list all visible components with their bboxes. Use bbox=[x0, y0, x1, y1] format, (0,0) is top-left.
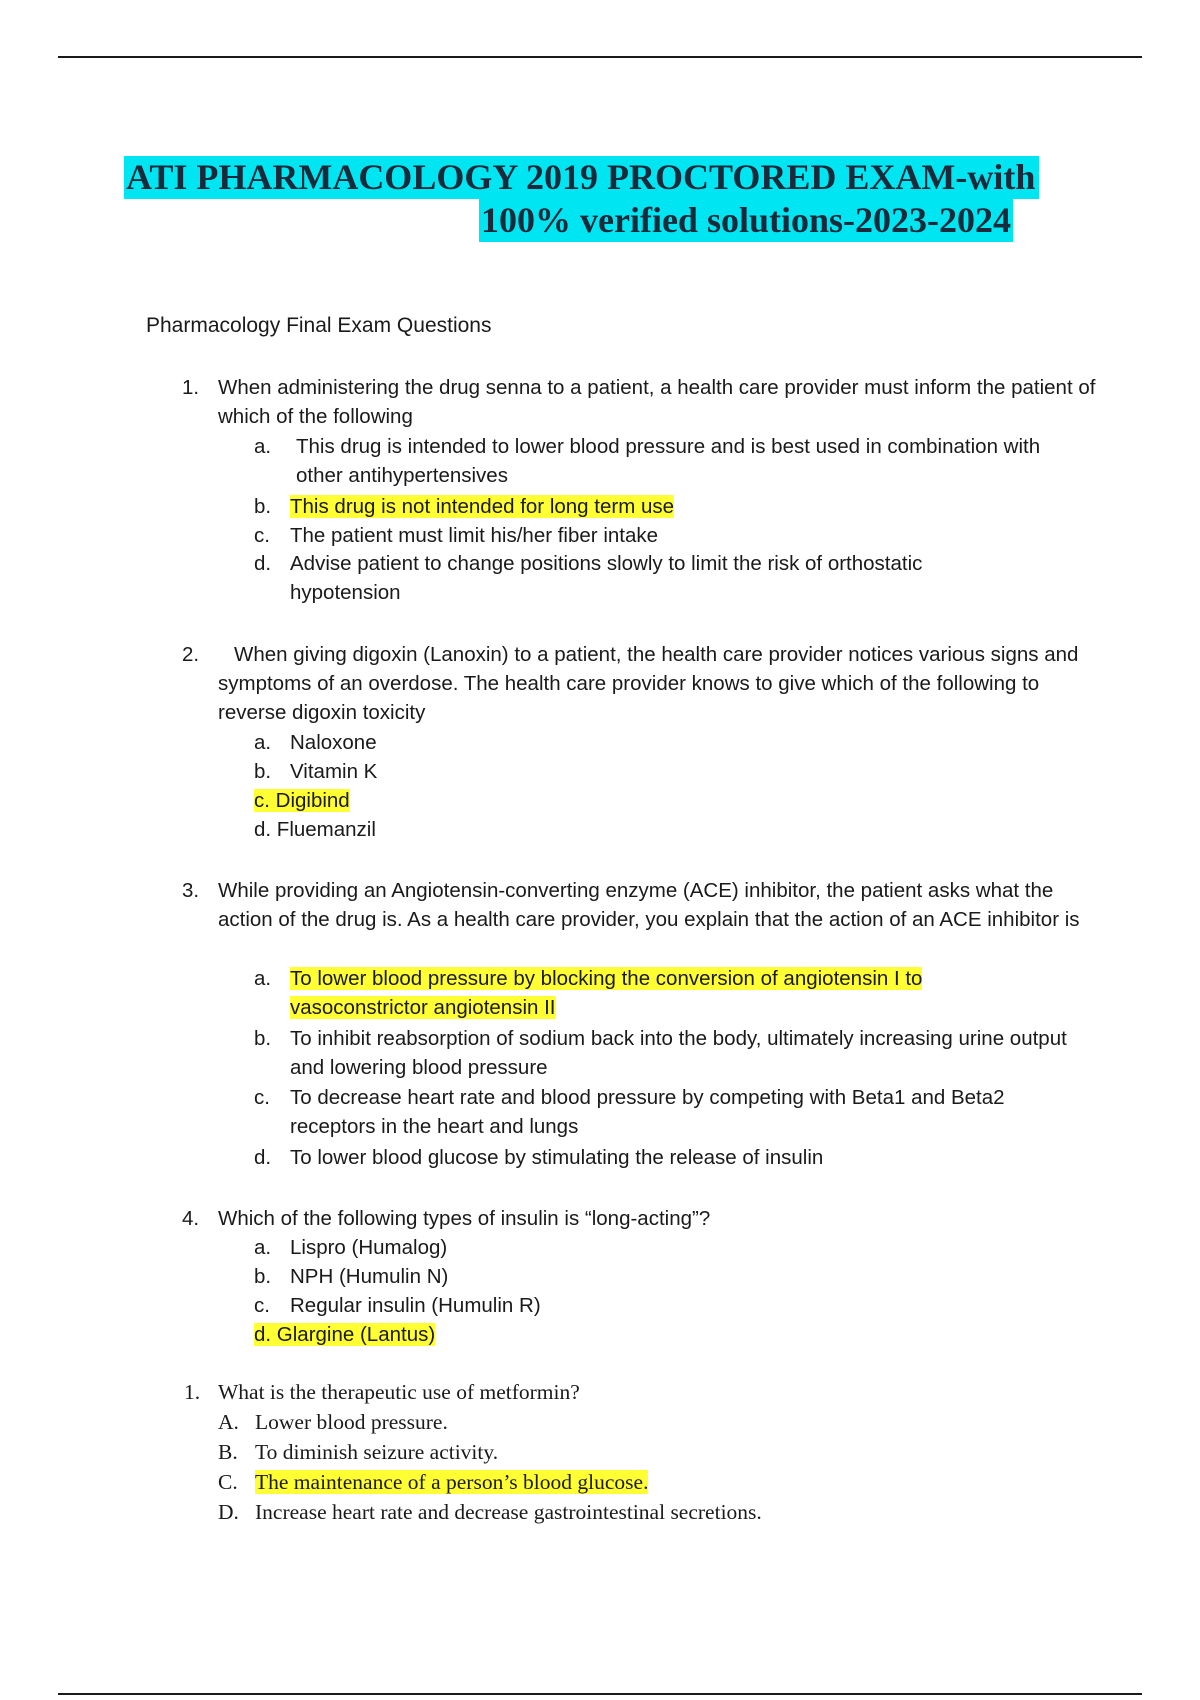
option-text: This drug is intended to lower blood pressure and is best used in combination with other antihypertensives bbox=[296, 435, 1041, 487]
question-number: 3. bbox=[182, 879, 200, 902]
question-number: 2. bbox=[182, 643, 200, 666]
question-number: 1. bbox=[184, 1380, 201, 1404]
option-letter: c. bbox=[254, 1294, 270, 1317]
option-text: The patient must limit his/her fiber intake bbox=[290, 524, 659, 547]
option-text: To decrease heart rate and blood pressure by competing with Beta1 and Beta2 receptors in the heart and lungs bbox=[290, 1086, 1005, 1138]
option-letter: b. bbox=[254, 760, 272, 783]
option-letter: A. bbox=[218, 1410, 239, 1434]
title-line-1: ATI PHARMACOLOGY 2019 PROCTORED EXAM-with bbox=[124, 156, 1039, 199]
option-text: Naloxone bbox=[290, 731, 377, 754]
option-text-correct bbox=[254, 1320, 1054, 1349]
correct-answer-highlight: This drug is not intended for long term use bbox=[290, 495, 675, 518]
option-text-correct bbox=[290, 492, 1090, 521]
option-letter: b. bbox=[254, 495, 272, 518]
correct-answer-highlight: The maintenance of a person’s blood glucose. bbox=[255, 1470, 649, 1494]
question-text: Which of the following types of insulin is “long-acting”? bbox=[218, 1207, 711, 1230]
option-letter: d. bbox=[254, 1146, 272, 1169]
correct-answer-highlight: c. Digibind bbox=[254, 789, 350, 812]
option-text: To lower blood glucose by stimulating the release of insulin bbox=[290, 1146, 824, 1169]
option-text: To inhibit reabsorption of sodium back into the body, ultimately increasing urine output and lowering blood pressure bbox=[290, 1027, 1067, 1079]
question-text: When administering the drug senna to a patient, a health care provider must inform the patient of which of the following bbox=[218, 376, 1096, 428]
option-letter: C. bbox=[218, 1470, 238, 1494]
option-letter: c. bbox=[254, 1086, 270, 1109]
option-text: Regular insulin (Humulin R) bbox=[290, 1294, 541, 1317]
option-text-correct bbox=[254, 786, 1054, 815]
option-letter: d. bbox=[254, 552, 272, 575]
footer-rule bbox=[58, 1693, 1142, 1695]
option-text: Lower blood pressure. bbox=[255, 1410, 448, 1434]
option-letter: B. bbox=[218, 1440, 238, 1464]
correct-answer-highlight: To lower blood pressure by blocking the conversion of angiotensin I to vasoconstrictor angiotensin II bbox=[290, 967, 923, 1019]
option-text: Advise patient to change positions slowly to limit the risk of orthostatic hypotension bbox=[290, 552, 923, 604]
question-number: 4. bbox=[182, 1207, 200, 1230]
option-text: To diminish seizure activity. bbox=[255, 1440, 499, 1464]
option-letter: D. bbox=[218, 1500, 239, 1524]
header-rule bbox=[58, 56, 1142, 58]
question-text: When giving digoxin (Lanoxin) to a patient, the health care provider notices various signs and symptoms of an overdose. The health care provider knows to give which of the following to reverse digoxin toxicity bbox=[218, 643, 1079, 724]
correct-answer-highlight: d. Glargine (Lantus) bbox=[254, 1323, 436, 1346]
option-letter: b. bbox=[254, 1027, 272, 1050]
option-text-correct bbox=[255, 1468, 1055, 1497]
option-letter: a. bbox=[254, 731, 272, 754]
option-letter: b. bbox=[254, 1265, 272, 1288]
option-letter: a. bbox=[254, 967, 272, 990]
question-number: 1. bbox=[182, 376, 200, 399]
question-text: What is the therapeutic use of metformin? bbox=[218, 1380, 580, 1404]
option-text-correct bbox=[290, 964, 990, 1022]
question-text: While providing an Angiotensin-converting enzyme (ACE) inhibitor, the patient asks what the action of the drug is. As a health care provider, you explain that the action of an ACE inhibitor is bbox=[218, 879, 1080, 931]
option-text: Increase heart rate and decrease gastrointestinal secretions. bbox=[255, 1500, 762, 1524]
option-text: d. Fluemanzil bbox=[254, 818, 376, 841]
section-subtitle: Pharmacology Final Exam Questions bbox=[146, 314, 492, 337]
option-letter: c. bbox=[254, 524, 270, 547]
option-text: Lispro (Humalog) bbox=[290, 1236, 448, 1259]
option-text: Vitamin K bbox=[290, 760, 378, 783]
option-text: NPH (Humulin N) bbox=[290, 1265, 449, 1288]
option-letter: a. bbox=[254, 1236, 272, 1259]
title-line-2: 100% verified solutions-2023-2024 bbox=[481, 200, 1011, 240]
option-letter: a. bbox=[254, 435, 272, 458]
